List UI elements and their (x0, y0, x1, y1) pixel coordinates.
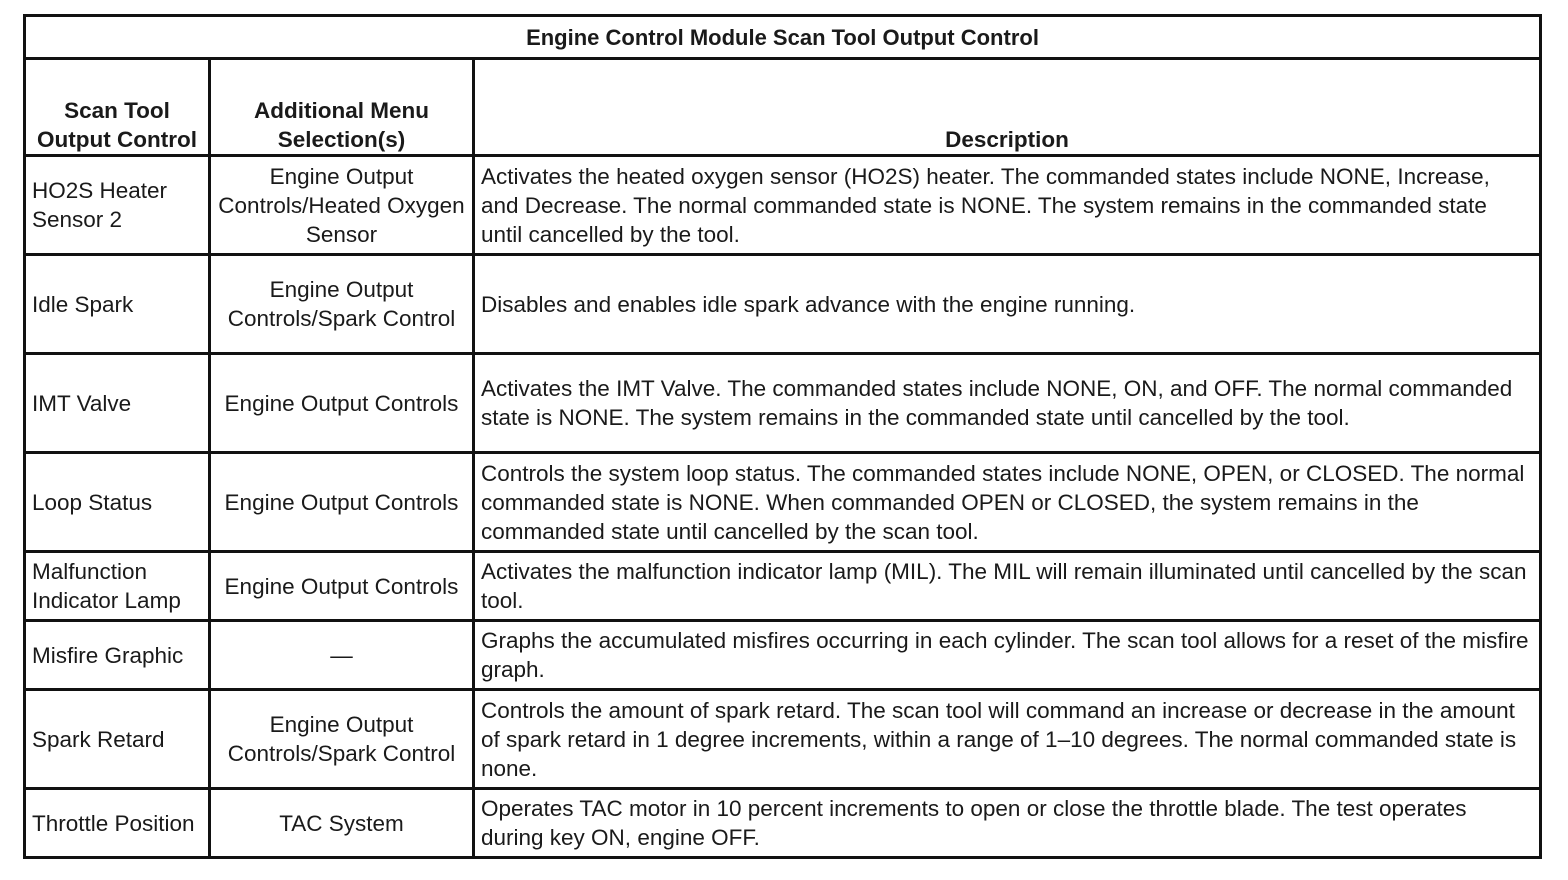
row-control: IMT Valve (25, 354, 210, 453)
header-additional-menu-selections: Additional Menu Selection(s) (210, 59, 474, 156)
table-row (25, 690, 1541, 789)
header-scan-tool-output-control: Scan Tool Output Control (25, 59, 210, 156)
row-menu-selection: Engine Output Controls (210, 453, 474, 552)
row-description: Operates TAC motor in 10 percent increments to open or close the throttle blade. The test operates during key ON, engine OFF. (474, 789, 1541, 858)
row-menu-selection: TAC System (210, 789, 474, 858)
row-description: Controls the amount of spark retard. The scan tool will command an increase or decrease in the amount of spark retard in 1 degree increments, within a range of 1–10 degrees. The normal commanded state is none. (474, 690, 1541, 789)
row-menu-selection: Engine Output Controls (210, 354, 474, 453)
row-control: Throttle Position (25, 789, 210, 858)
header-row (25, 59, 1541, 156)
table-title: Engine Control Module Scan Tool Output Control (25, 16, 1541, 59)
row-description: Activates the IMT Valve. The commanded states include NONE, ON, and OFF. The normal commanded state is NONE. The system remains in the commanded state until cancelled by the tool. (474, 354, 1541, 453)
row-control: Loop Status (25, 453, 210, 552)
table-row (25, 621, 1541, 690)
row-control: Idle Spark (25, 255, 210, 354)
row-description: Disables and enables idle spark advance with the engine running. (474, 255, 1541, 354)
row-control: HO2S Heater Sensor 2 (25, 156, 210, 255)
row-control: Malfunction Indicator Lamp (25, 552, 210, 621)
row-menu-selection: — (210, 621, 474, 690)
output-control-table (23, 14, 1542, 859)
row-description: Activates the malfunction indicator lamp (MIL). The MIL will remain illuminated until cancelled by the scan tool. (474, 552, 1541, 621)
header-description: Description (474, 59, 1541, 156)
row-menu-selection: Engine Output Controls/Spark Control (210, 690, 474, 789)
row-menu-selection: Engine Output Controls/Heated Oxygen Sensor (210, 156, 474, 255)
row-menu-selection: Engine Output Controls/Spark Control (210, 255, 474, 354)
table-row (25, 453, 1541, 552)
row-menu-selection: Engine Output Controls (210, 552, 474, 621)
row-description: Graphs the accumulated misfires occurring in each cylinder. The scan tool allows for a reset of the misfire graph. (474, 621, 1541, 690)
table-row (25, 552, 1541, 621)
table-row (25, 156, 1541, 255)
table-row (25, 255, 1541, 354)
table-row (25, 354, 1541, 453)
table-caption-row (25, 16, 1541, 59)
row-control: Spark Retard (25, 690, 210, 789)
table-wrapper (23, 14, 1539, 859)
table-row (25, 789, 1541, 858)
row-description: Controls the system loop status. The commanded states include NONE, OPEN, or CLOSED. The normal commanded state is NONE. When commanded OPEN or CLOSED, the system remains in the commanded state until cancelled by the scan tool. (474, 453, 1541, 552)
row-description: Activates the heated oxygen sensor (HO2S) heater. The commanded states include NONE, Increase, and Decrease. The normal commanded state is NONE. The system remains in the commanded state until cancelled by the tool. (474, 156, 1541, 255)
row-control: Misfire Graphic (25, 621, 210, 690)
